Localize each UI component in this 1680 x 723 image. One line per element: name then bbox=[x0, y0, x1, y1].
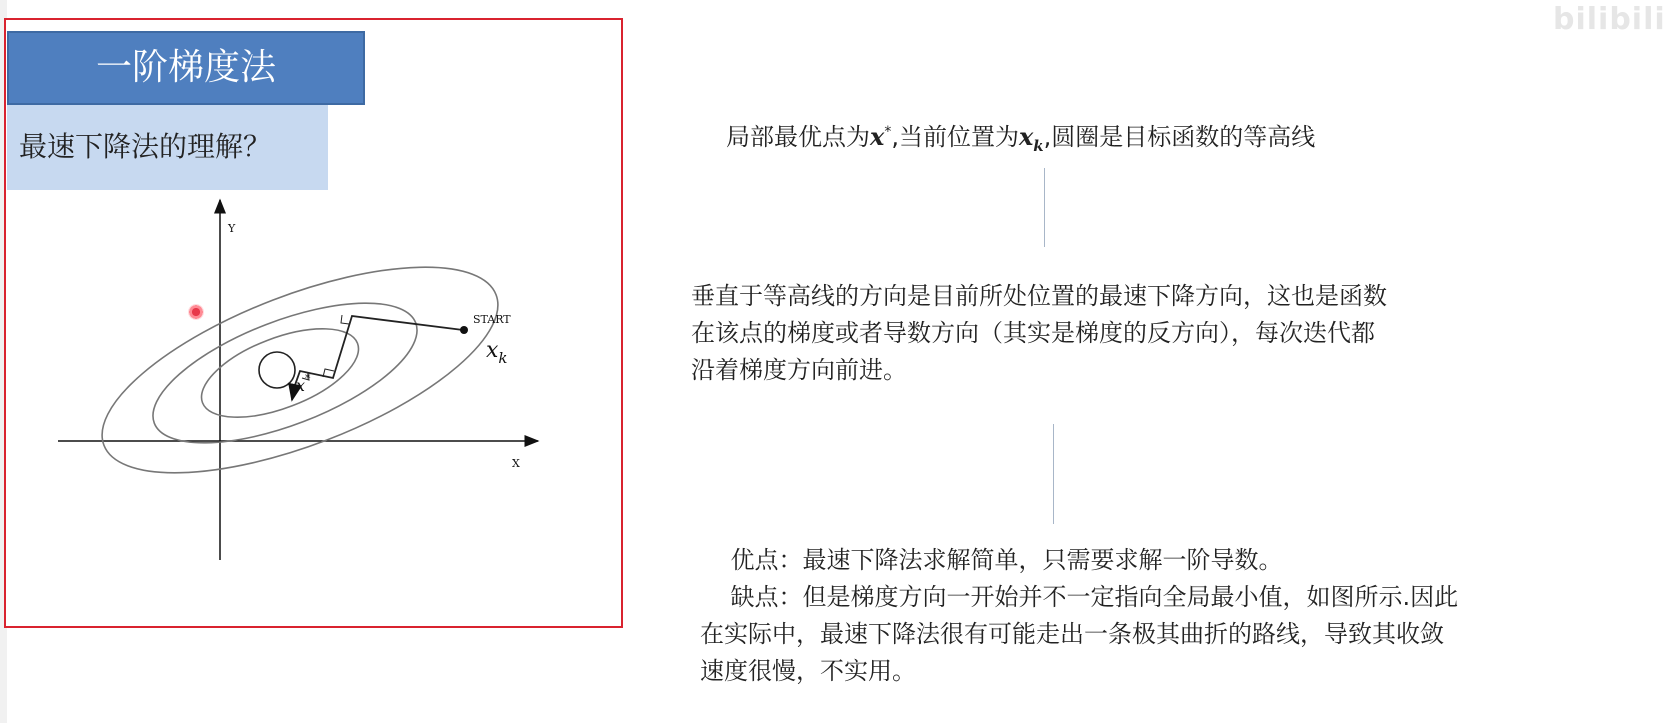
note-p3-line-2: 缺点：但是梯度方向一开始并不一定指向全局最小值，如图所示.因此 bbox=[700, 583, 1459, 611]
note-paragraph-3 bbox=[700, 542, 1458, 690]
pointer-dot bbox=[188, 304, 204, 320]
slide-subtitle: 最速下降法的理解？ bbox=[7, 105, 328, 190]
descent-path bbox=[295, 316, 463, 385]
divider-bottom bbox=[1053, 424, 1054, 524]
start-label: START bbox=[473, 313, 511, 326]
note-line-1: 局部最优点为x*,当前位置为$x_k$,圆圈是目标函数的等高线 bbox=[726, 122, 1316, 155]
optimum-label: x* bbox=[296, 372, 311, 395]
steepest-descent-diagram bbox=[40, 195, 560, 575]
note-paragraph-2 bbox=[691, 278, 1387, 389]
contour-outer bbox=[77, 225, 523, 516]
note-p3-line-4: 速度很慢，不实用。 bbox=[700, 657, 916, 685]
contour-middle bbox=[136, 274, 435, 471]
divider-top bbox=[1044, 168, 1045, 247]
y-axis-label: Y bbox=[228, 222, 236, 235]
note-p2-line-2: 在该点的梯度或者导数方向（其实是梯度的反方向），每次迭代都 bbox=[691, 319, 1375, 347]
start-point-label: $x_k$ bbox=[486, 338, 508, 367]
bilibili-watermark: bilibili bbox=[1553, 2, 1666, 37]
note-p2-line-3: 沿着梯度方向前进。 bbox=[691, 356, 907, 384]
contour-optimum bbox=[259, 352, 295, 388]
start-point bbox=[460, 326, 468, 334]
right-angle-mark-1 bbox=[341, 315, 349, 324]
note-p3-line-3: 在实际中，最速下降法很有可能走出一条极其曲折的路线，导致其收敛 bbox=[700, 620, 1444, 648]
note-p2-line-1: 垂直于等高线的方向是目前所处位置的最速下降方向，这也是函数 bbox=[691, 282, 1387, 310]
contour-inner bbox=[190, 311, 370, 436]
x-axis-label: X bbox=[512, 457, 520, 470]
descent-path-last-step bbox=[292, 385, 295, 400]
note-p3-line-1: 优点：最速下降法求解简单，只需要求解一阶导数。 bbox=[700, 546, 1283, 574]
slide-title: 一阶梯度法 bbox=[7, 31, 365, 105]
